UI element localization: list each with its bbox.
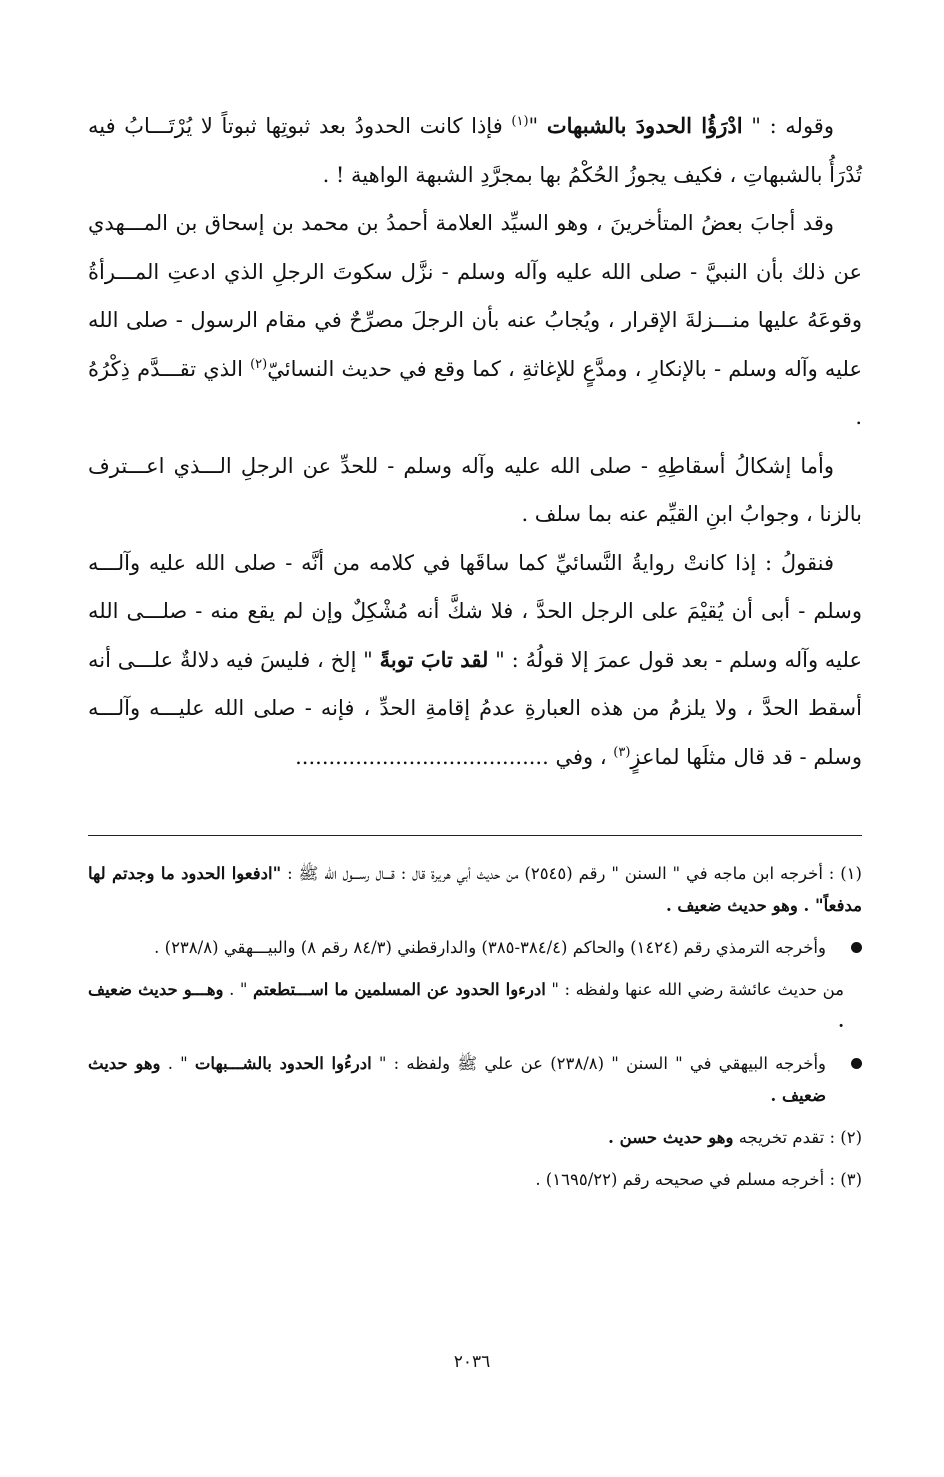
p4-text-a: فنقولُ : إذا كانتْ روايةُ النَّسائيِّ كما ساقَها في كلامه من أنَّه - صلى الله عليه وآلـــه وسلم - أبى أن يُقيْمَ على الرجل الحدَّ ، فلا شكَّ أنه مُشْكِلٌ وإن لم يقع منه - صلـــى الله عليه وآله وسلم - بعد قول عمرَ إلا قولُهُ : ": [88, 550, 862, 672]
fn1b-text-c: " .: [223, 980, 254, 999]
bullet2-text-c: " .: [160, 1054, 195, 1073]
bullet-dot-icon: [851, 942, 862, 953]
p2-text-b: الذي تقـــدَّم ذِكْرُهُ .: [88, 356, 862, 429]
fn2-text-b: وهو حديث حسن .: [608, 1128, 734, 1147]
footnote-ref-2[interactable]: (٢): [250, 356, 268, 372]
footnotes: [88, 858, 862, 1206]
fn1-text-b: "ادفعوا الحدود ما وجدتم لها مدفعاً" . وهو حديث ضعيف .: [88, 864, 862, 915]
footnote-ref-3[interactable]: (٣): [613, 744, 631, 760]
main-text: [88, 102, 862, 781]
p3-text-a: وأما إشكالُ أسقاطِهِ - صلى الله عليه وآله وسلم - للحدِّ عن الرجلِ الـــذي اعـــترف بالزنا ، وجوابُ ابنِ القيِّم عنه بما سلف .: [88, 453, 862, 526]
paragraph-4: [88, 539, 862, 782]
bullet1-text: وأخرجه الترمذي رقم (١٤٢٤) والحاكم (٣٨٤/٤-٣٨٥) والدارقطني (٨٤/٣ رقم ٨) والبيـــهقي (٢٣٨/٨) .: [154, 938, 826, 957]
bullet2-text-b: ادرءُوا الحدود بالشـــبهات: [194, 1054, 372, 1073]
p1-text-a: وقوله : ": [742, 114, 834, 138]
paragraph-1: [88, 102, 862, 199]
p1-text-d: فإذا كانت الحدودُ بعد ثبوتِها ثبوتاً لا يُرْتَـــابُ فيه تُدْرَأُ بالشبهاتِ ، فكيف يجوزُ الحُكْمُ بها بمجرَّدِ الشبهة الواهية ! .: [88, 114, 862, 187]
fn1b-text-b: ادرءوا الحدود عن المسلمين ما اســـتطعتم: [253, 980, 546, 999]
footnote-1: [88, 858, 862, 922]
footnote-bullet-2: [88, 1048, 862, 1112]
fn1b-text-d: وهـــو حديث ضعيف .: [88, 980, 844, 1031]
p4-text-d: ، وفي ......................................: [295, 744, 614, 769]
fn1-text-a: (١) : أخرجه ابن ماجه في " السنن " رقم (٢٥٤٥) من حديث أبي هريرة قال : قـــال رســـول الله ﷺ :: [281, 864, 862, 883]
fn1b-text-a: من حديث عائشة رضي الله عنها ولفظه : ": [545, 980, 844, 999]
quote-bold: لقد تابَ توبةً: [379, 646, 489, 672]
p1-text-c: ": [528, 114, 547, 138]
p4-text-c: " إلخ ، فليسَ فيه دلالةٌ علـــى أنه أسقط الحدَّ ، ولا يلزمُ من هذه العبارةِ عدمُ إقامةِ الحدِّ ، فإنه - صلى الله عليـــه وآلـــه وسلم - قد قال مثلَها لماعزٍ: [88, 647, 862, 769]
bullet2-text-d: وهو حديث ضعيف .: [88, 1054, 826, 1105]
p2-text-a: وقد أجابَ بعضُ المتأخرينَ ، وهو السيِّد العلامة أحمدُ بن محمد بن إسحاق بن المـــهدي عن ذلك بأن النبيَّ - صلى الله عليه وآله وسلم - نزَّل سكوتَ الرجلِ الذي ادعتِ المـــرأةُ وقوعَهُ عليها منـــزلةَ الإقرار ، ويُجابُ عنه بأن الرجلَ مصرِّحٌ في مقام الرسول - صلى الله عليه وآله وسلم - بالإنكارِ ، ومدَّعٍ للإغاثةِ ، كما وقع في حديث النسائيّ: [88, 211, 862, 381]
bullet2-text-a: وأخرجه البيهقي في " السنن " (٢٣٨/٨) عن علي ﷺ ولفظه : ": [371, 1054, 827, 1073]
bullet-dot-icon: [851, 1058, 862, 1069]
footnote-bullet-1: [88, 932, 862, 964]
paragraph-3: [88, 442, 862, 539]
footnote-3: [88, 1164, 862, 1196]
footnote-divider: [88, 835, 862, 836]
footnote-2: [88, 1122, 862, 1154]
fn2-text-a: (٢) : تقدم تخريجه: [733, 1128, 862, 1147]
footnote-ref-1[interactable]: (١): [511, 114, 529, 129]
page-number: ٢٠٣٦: [453, 1352, 491, 1372]
hadith-quote-bold: ادْرَؤُا الحدودَ بالشبهات: [546, 113, 743, 138]
paragraph-2: [88, 199, 862, 442]
fn3-text-a: (٣) : أخرجه مسلم في صحيحه رقم (١٦٩٥/٢٢) .: [535, 1170, 862, 1189]
footnote-1-continued: [88, 974, 844, 1038]
